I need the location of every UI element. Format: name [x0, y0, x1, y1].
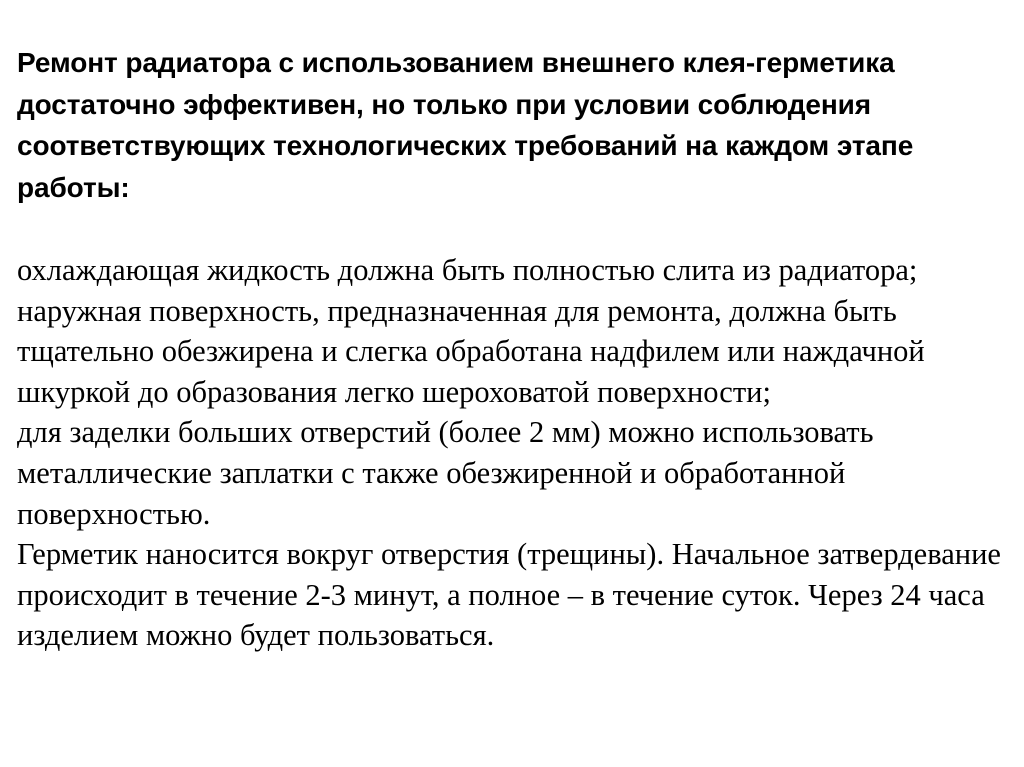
paragraph-surface-preparation: наружная поверхность, предназначенная для ремонта, должна быть тщательно обезжирена и слегка обработана надфилем или наждачной шкуркой до образования легко шероховатой поверхности;	[17, 293, 925, 409]
paragraph-curing-time: Герметик наносится вокруг отверстия (трещины). Начальное затвердевание происходит в течение 2-3 минут, а полное – в течение суток. Через 24 часа изделием можно будет пользоваться.	[17, 537, 1001, 653]
paragraph-metal-patches: для заделки больших отверстий (более 2 мм) можно использовать металлические заплатки с также обезжиренной и обработанной поверхностью.	[17, 415, 874, 531]
slide-content	[17, 42, 1007, 656]
instructions-block	[17, 250, 1007, 656]
intro-paragraph: Ремонт радиатора с использованием внешнего клея-герметика достаточно эффективен, но только при условии соблюдения соответствующих технологических требований на каждом этапе работы:	[17, 47, 914, 203]
paragraph-drain-coolant: охлаждающая жидкость должна быть полностью слита из радиатора;	[17, 253, 918, 287]
